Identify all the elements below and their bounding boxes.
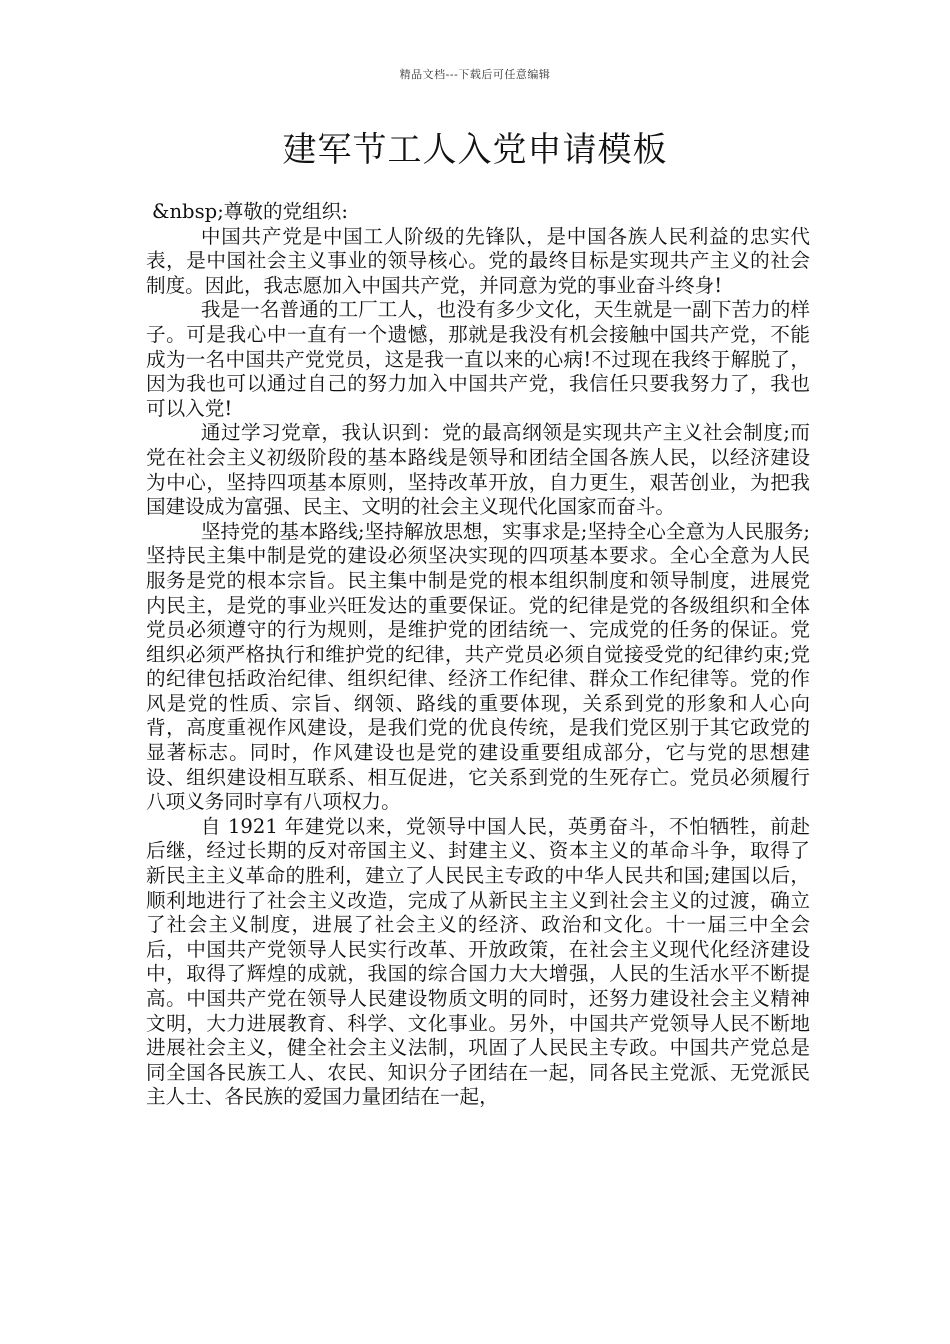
paragraph-3: 通过学习党章，我认识到：党的最高纲领是实现共产主义社会制度;而党在社会主义初级阶段的基本路线是领导和团结全国各族人民，以经济建设为中心，坚持四项基本原则，坚持改革开放，自力更生，艰苦创业，为把我国建设成为富强、民主、文明的社会主义现代化国家而奋斗。 [146, 421, 810, 519]
paragraph-4: 坚持党的基本路线;坚持解放思想，实事求是;坚持全心全意为人民服务;坚持民主集中制是党的建设必须坚决实现的四项基本要求。全心全意为人民服务是党的根本宗旨。民主集中制是党的根本组织制度和领导制度，进展党内民主，是党的事业兴旺发达的重要保证。党的纪律是党的各级组织和全体党员必须遵守的行为规则，是维护党的团结统一、完成党的任务的保证。党组织必须严格执行和维护党的纪律，共产党员必须自觉接受党的纪律约束;党的纪律包括政治纪律、组织纪律、经济工作纪律、群众工作纪律等。党的作风是党的性质、宗旨、纲领、路线的重要体现，关系到党的形象和人心向背，高度重视作风建设，是我们党的优良传统，是我们党区别于其它政党的显著标志。同时，作风建设也是党的建设重要组成部分，它与党的思想建设、组织建设相互联系、相互促进，它关系到党的生死存亡。党员必须履行八项义务同时享有八项权力。 [146, 519, 810, 814]
paragraph-1: 中国共产党是中国工人阶级的先锋队，是中国各族人民利益的忠实代表，是中国社会主义事业的领导核心。党的最终目标是实现共产主义的社会制度。因此，我志愿加入中国共产党，并同意为党的事业奋斗终身! [146, 224, 810, 297]
document-title: 建军节工人入党申请模板 [282, 130, 668, 170]
document-body [146, 200, 810, 1110]
paragraph-2: 我是一名普通的工厂工人，也没有多少文化，天生就是一副下苦力的样子。可是我心中一直有一个遗憾，那就是我没有机会接触中国共产党，不能成为一名中国共产党党员，这是我一直以来的心病!不过现在我终于解脱了，因为我也可以通过自己的努力加入中国共产党，我信任只要我努力了，我也可以入党! [146, 298, 810, 420]
paragraph-5: 自 1921 年建党以来，党领导中国人民，英勇奋斗，不怕牺牲，前赴后继，经过长期的反对帝国主义、封建主义、资本主义的革命斗争，取得了新民主主义革命的胜利，建立了人民民主专政的中华人民共和国;建国以后，顺利地进行了社会主义改造，完成了从新民主主义到社会主义的过渡，确立了社会主义制度，进展了社会主义的经济、政治和文化。十一届三中全会后，中国共产党领导人民实行改革、开放政策，在社会主义现代化经济建设中，取得了辉煌的成就，我国的综合国力大大增强，人民的生活水平不断提高。中国共产党在领导人民建设物质文明的同时，还努力建设社会主义精神文明，大力进展教育、科学、文化事业。另外，中国共产党领导人民不断地进展社会主义，健全社会主义法制，巩固了人民民主专政。中国共产党总是同全国各民族工人、农民、知识分子团结在一起，同各民主党派、无党派民主人士、各民族的爱国力量团结在一起， [146, 814, 810, 1109]
salutation: &nbsp;尊敬的党组织: [152, 200, 348, 223]
page-header-note: 精品文档---下载后可任意编辑 [399, 68, 551, 81]
